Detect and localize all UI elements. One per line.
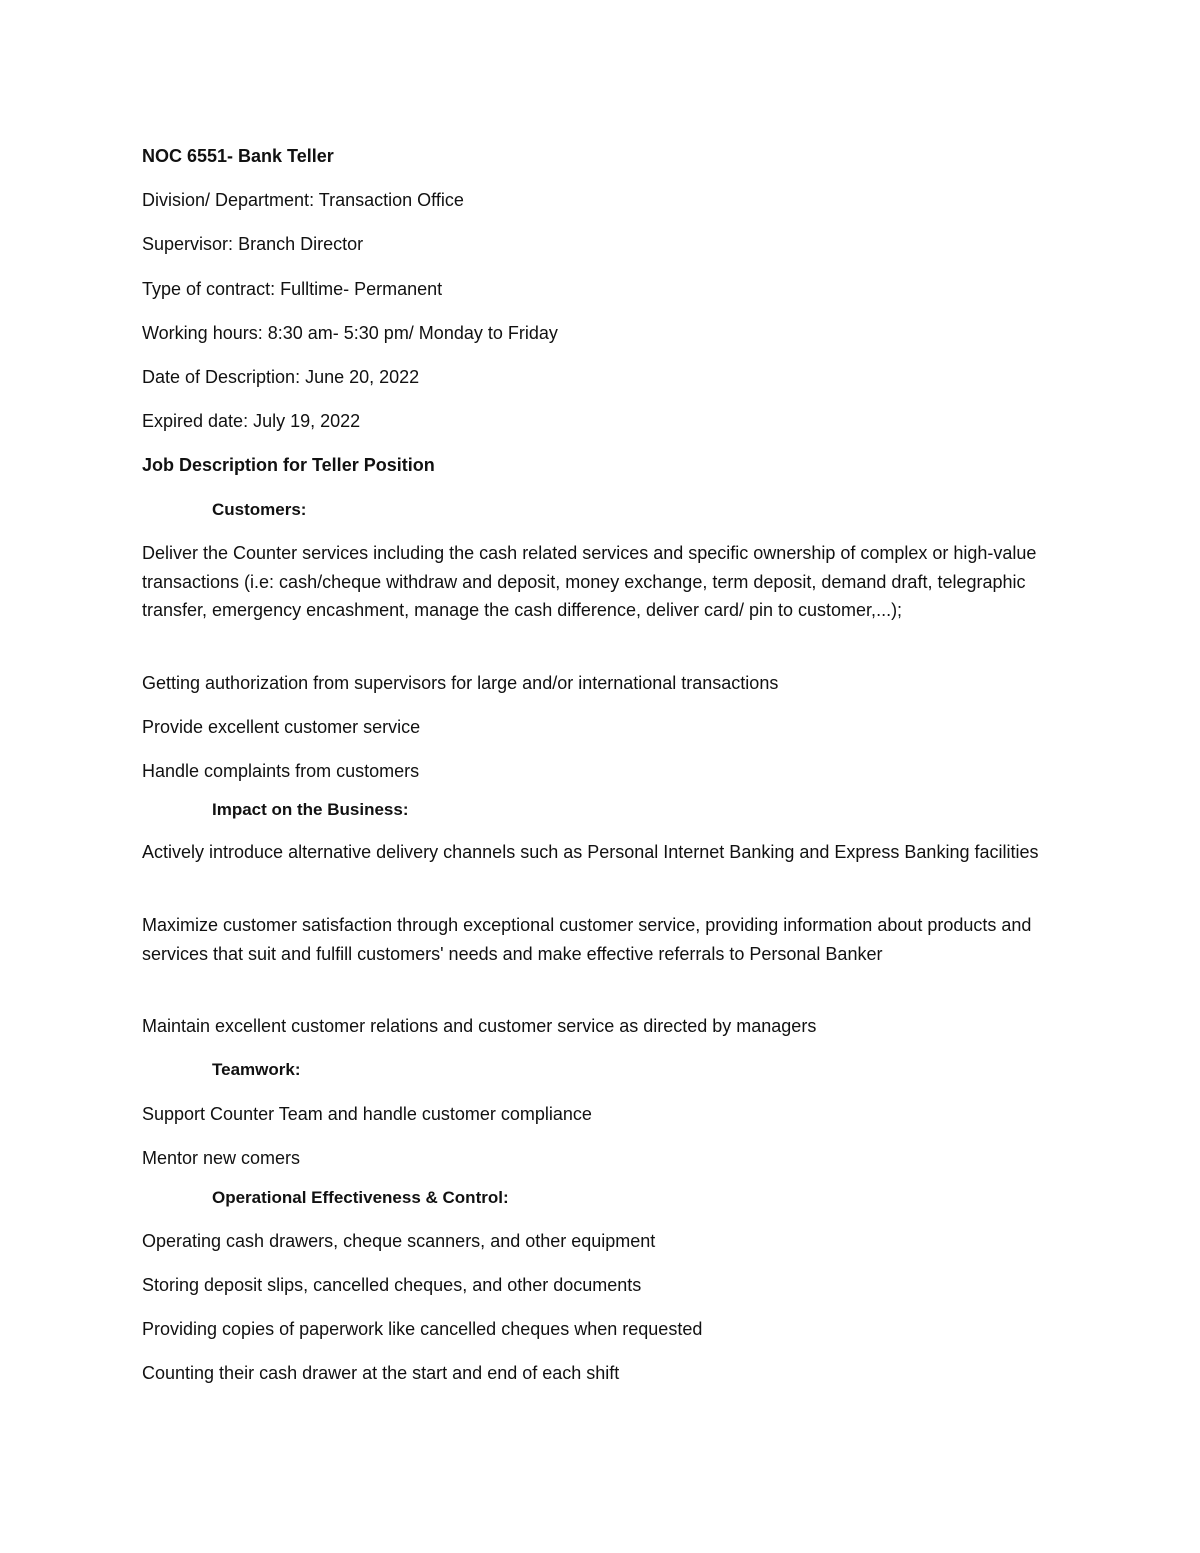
expired-date-label: Expired date: xyxy=(142,411,249,431)
impact-item: Actively introduce alternative delivery channels such as Personal Internet Banking and Express Banking facilities xyxy=(142,842,1039,862)
description-date-value: June 20, 2022 xyxy=(305,367,420,387)
hours-label: Working hours: xyxy=(142,323,263,343)
operational-item: Providing copies of paperwork like cancelled cheques when requested xyxy=(142,1319,703,1339)
operational-item: Operating cash drawers, cheque scanners, and other equipment xyxy=(142,1231,656,1251)
contract-line xyxy=(142,275,442,303)
teamwork-item: Support Counter Team and handle customer compliance xyxy=(142,1104,592,1124)
customers-item: Provide excellent customer service xyxy=(142,717,421,737)
section-heading-customers: Customers: xyxy=(212,500,307,519)
contract-label: Type of contract: xyxy=(142,279,276,299)
division-line xyxy=(142,186,464,214)
operational-item: Storing deposit slips, cancelled cheques, and other documents xyxy=(142,1275,642,1295)
description-date-line xyxy=(142,363,419,391)
customers-item: Deliver the Counter services including the cash related services and specific ownership of complex or high-value transactions (i.e: cash/cheque withdraw and deposit, money exchange, term deposit, demand draft, telegraphic transfer, emergency encashment, manage the cash difference, deliver card/ pin to customer,...); xyxy=(142,543,1037,620)
hours-line xyxy=(142,319,558,347)
document-title: NOC 6551- Bank Teller xyxy=(142,146,334,166)
description-date-label: Date of Description: xyxy=(142,367,301,387)
hours-value: 8:30 am- 5:30 pm/ Monday to Friday xyxy=(267,323,558,343)
teamwork-item: Mentor new comers xyxy=(142,1148,301,1168)
customers-item: Getting authorization from supervisors for large and/or international transactions xyxy=(142,673,779,693)
supervisor-value: Branch Director xyxy=(238,234,364,254)
expired-date-line xyxy=(142,407,360,435)
operational-item: Counting their cash drawer at the start and end of each shift xyxy=(142,1363,620,1383)
supervisor-label: Supervisor: xyxy=(142,234,234,254)
section-heading-impact: Impact on the Business: xyxy=(212,800,409,819)
division-value: Transaction Office xyxy=(318,190,464,210)
contract-value: Fulltime- Permanent xyxy=(280,279,443,299)
impact-item: Maintain excellent customer relations and customer service as directed by managers xyxy=(142,1016,817,1036)
job-description-heading: Job Description for Teller Position xyxy=(142,455,435,475)
impact-item: Maximize customer satisfaction through exceptional customer service, providing information about products and services that suit and fulfill customers' needs and make effective referrals to Personal Banker xyxy=(142,915,1032,964)
section-heading-operational: Operational Effectiveness & Control: xyxy=(212,1188,509,1207)
supervisor-line xyxy=(142,230,363,258)
division-label: Division/ Department: xyxy=(142,190,315,210)
expired-date-value: July 19, 2022 xyxy=(253,411,361,431)
section-heading-teamwork: Teamwork: xyxy=(212,1060,301,1079)
customers-item: Handle complaints from customers xyxy=(142,761,420,781)
